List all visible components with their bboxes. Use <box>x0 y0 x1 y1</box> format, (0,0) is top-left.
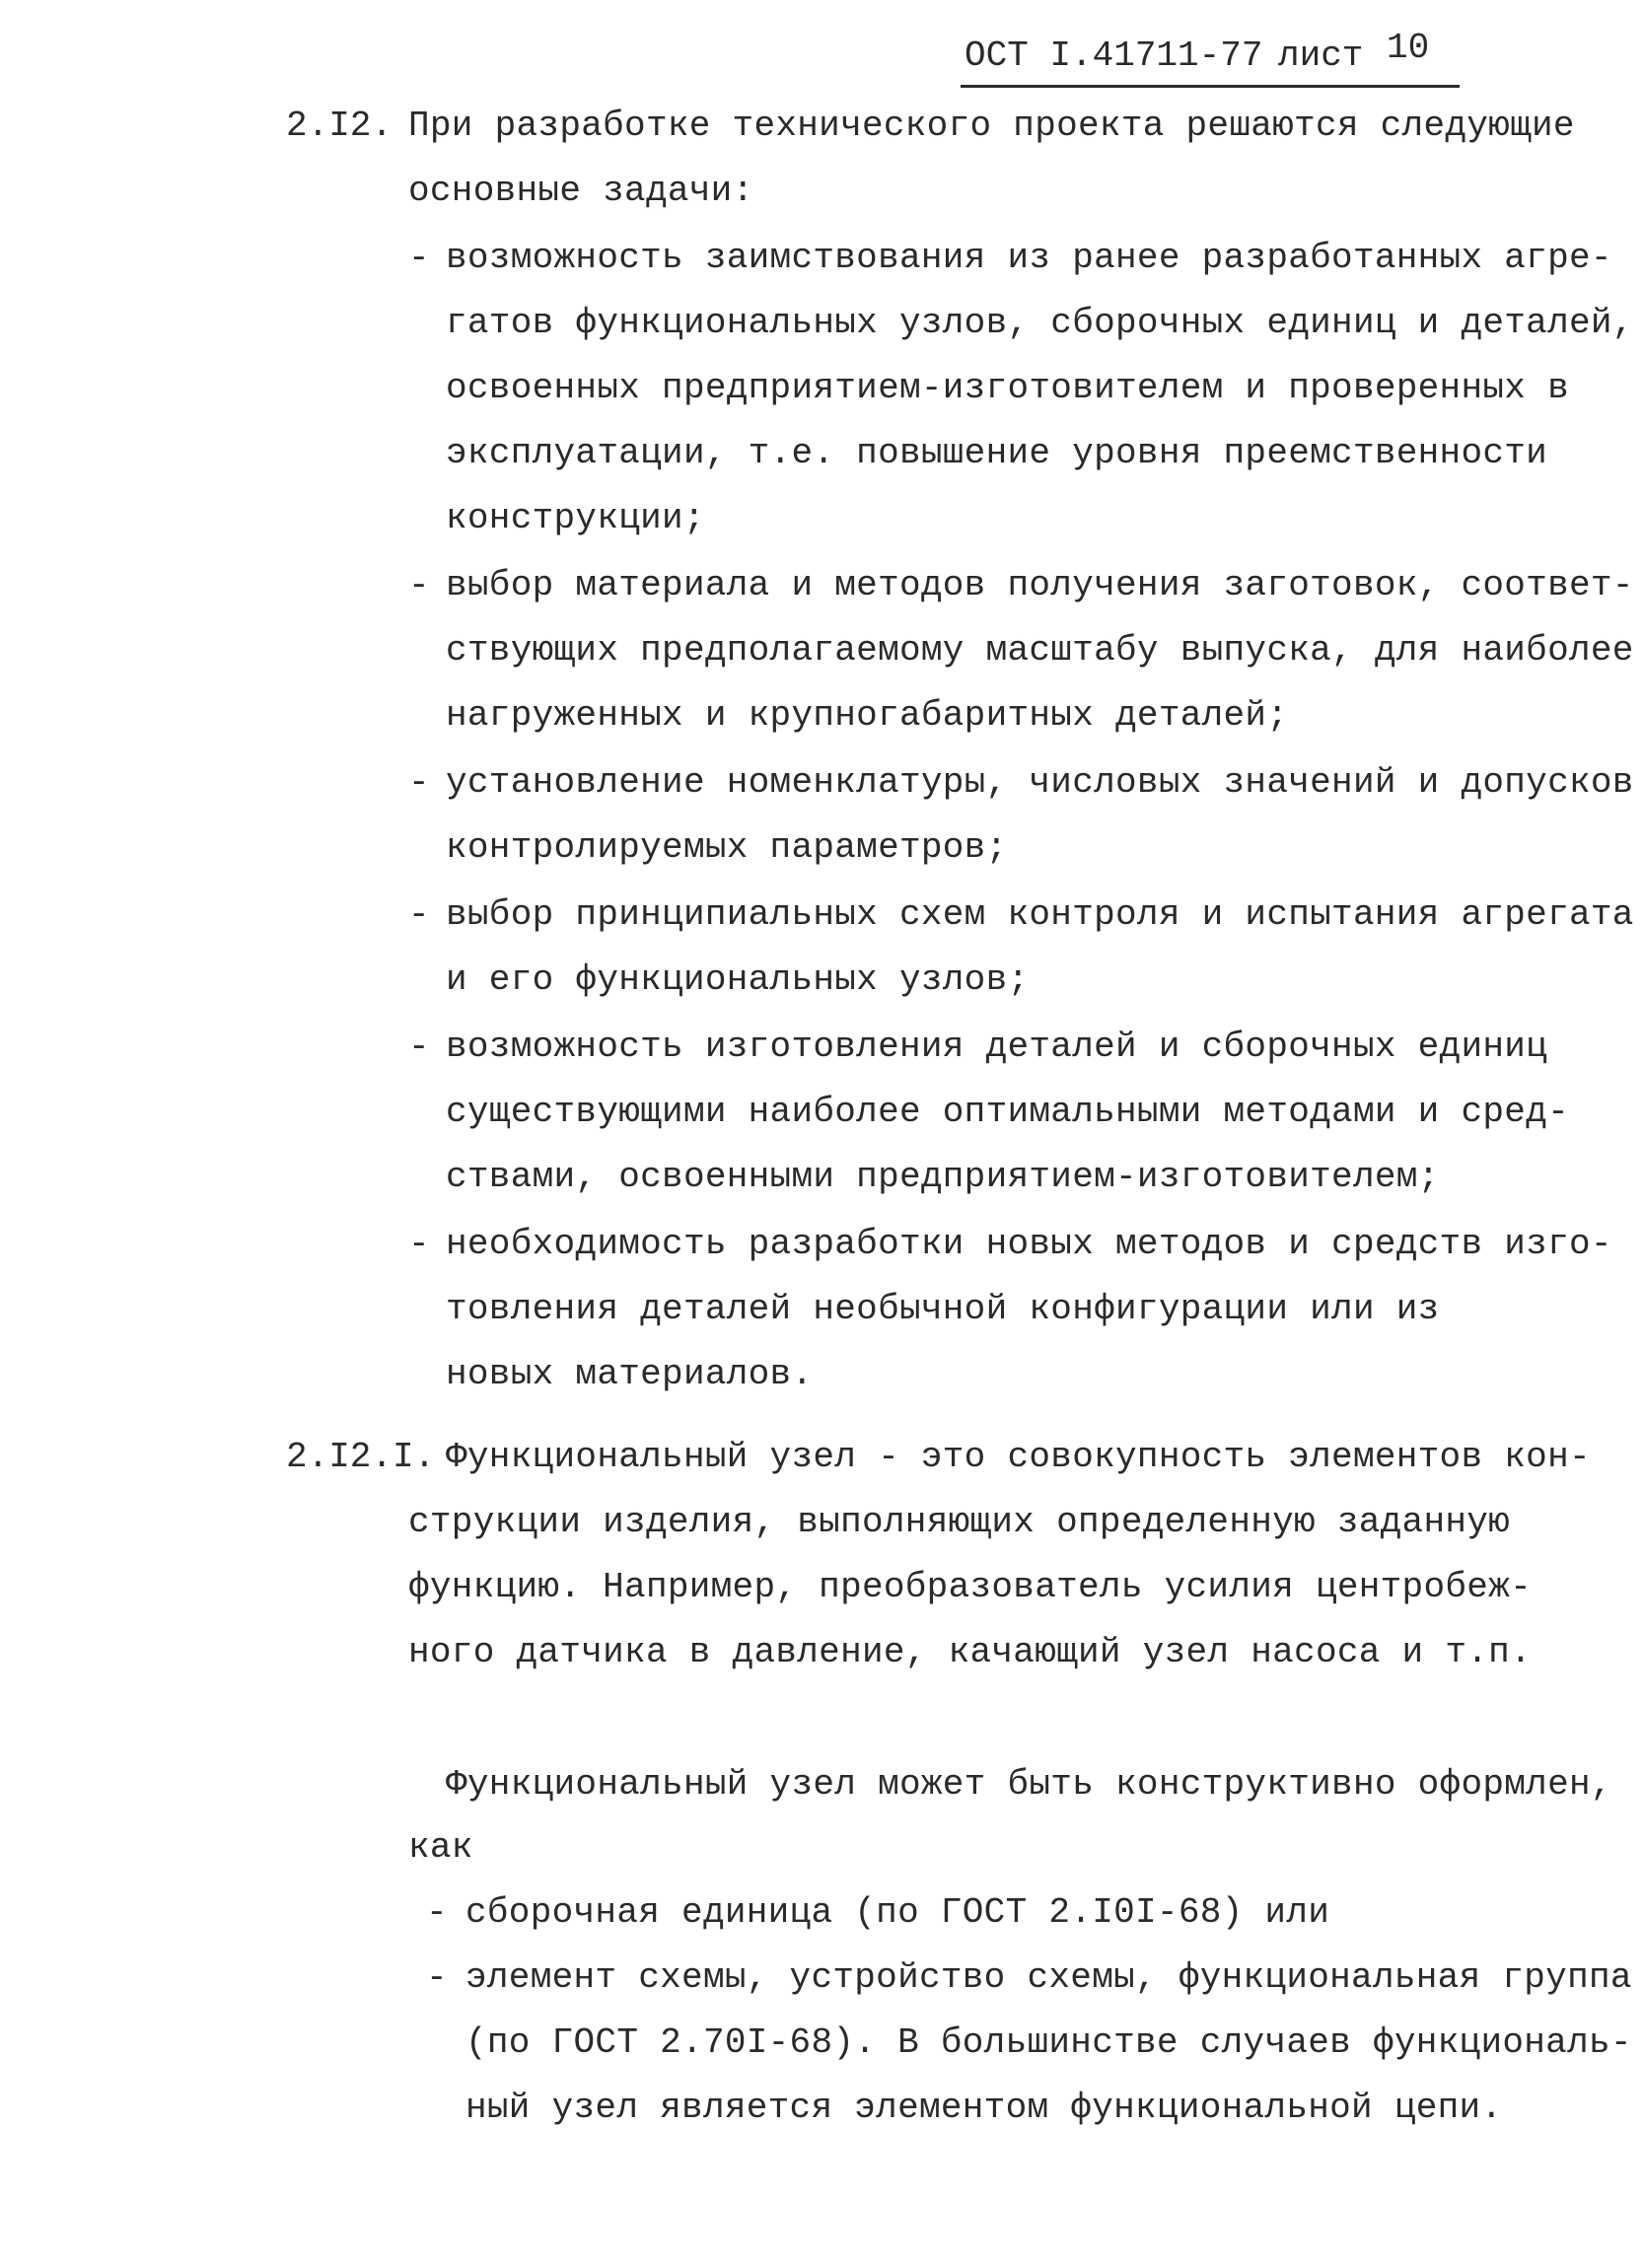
list-item-line: новых материалов. <box>446 1354 814 1394</box>
list-item-line: элемент схемы, устройство схемы, функциональная группа <box>465 1957 1632 1998</box>
list-item-line: установление номенклатуры, числовых значений и допусков <box>446 762 1634 803</box>
paragraph-line: ного датчика в давление, качающий узел насоса и т.п. <box>408 1632 1532 1672</box>
document-code: ОСТ I.41711-77 <box>965 35 1263 76</box>
list-item-line: ный узел является элементом функциональной цепи. <box>465 2088 1503 2128</box>
document-header <box>965 28 1458 77</box>
list-dash: - <box>408 565 430 605</box>
list-item-line: возможность заимствования из ранее разработанных агре- <box>446 238 1612 278</box>
sheet-label: лист <box>1278 35 1364 76</box>
list-item-line: сборочная единица (по ГОСТ 2.I0I-68) или <box>465 1892 1330 1933</box>
list-dash: - <box>426 1957 448 1998</box>
list-item-line: освоенных предприятием-изготовителем и проверенных в <box>446 368 1569 408</box>
header-underline <box>961 85 1460 88</box>
list-item-line: ствами, освоенными предприятием-изготовителем; <box>446 1157 1440 1197</box>
section-number: 2.I2. <box>286 106 393 146</box>
paragraph-line: функцию. Например, преобразователь усилия центробеж- <box>408 1567 1532 1607</box>
paragraph-line: основные задачи: <box>408 171 754 211</box>
list-dash: - <box>408 762 430 803</box>
list-dash: - <box>408 1224 430 1264</box>
list-item-line: эксплуатации, т.е. повышение уровня преемственности <box>446 433 1548 473</box>
list-item-line: контролируемых параметров; <box>446 827 1008 868</box>
list-dash: - <box>408 894 430 935</box>
list-item-line: нагруженных и крупногабаритных деталей; <box>446 695 1289 736</box>
paragraph-line: струкции изделия, выполняющих определенную заданную <box>408 1502 1511 1542</box>
list-dash: - <box>408 238 430 278</box>
list-item-line: (по ГОСТ 2.70I-68). В большинстве случаев функциональ- <box>465 2022 1632 2063</box>
sheet-number: 10 <box>1387 28 1430 68</box>
paragraph-line: Функциональный узел - это совокупность элементов кон- <box>446 1437 1591 1477</box>
list-item-line: существующими наиболее оптимальными методами и сред- <box>446 1092 1569 1132</box>
subsection-number: 2.I2.I. <box>286 1437 436 1477</box>
paragraph-line: как <box>408 1827 473 1868</box>
list-item-line: необходимость разработки новых методов и средств изго- <box>446 1224 1612 1264</box>
list-item-line: и его функциональных узлов; <box>446 959 1030 1000</box>
list-dash: - <box>408 1027 430 1067</box>
paragraph-line: Функциональный узел может быть конструктивно оформлен, <box>446 1764 1612 1805</box>
paragraph-line: При разработке технического проекта решаются следующие <box>408 106 1575 146</box>
list-item-line: товления деталей необычной конфигурации или из <box>446 1289 1440 1329</box>
list-item-line: конструкции; <box>446 498 705 538</box>
list-item-line: гатов функциональных узлов, сборочных единиц и деталей, <box>446 303 1634 343</box>
list-item-line: выбор материала и методов получения заготовок, соответ- <box>446 565 1634 605</box>
list-item-line: ствующих предполагаемому масштабу выпуска, для наиболее <box>446 630 1634 671</box>
list-item-line: выбор принципиальных схем контроля и испытания агрегата <box>446 894 1634 935</box>
list-item-line: возможность изготовления деталей и сборочных единиц <box>446 1027 1548 1067</box>
list-dash: - <box>426 1892 448 1933</box>
